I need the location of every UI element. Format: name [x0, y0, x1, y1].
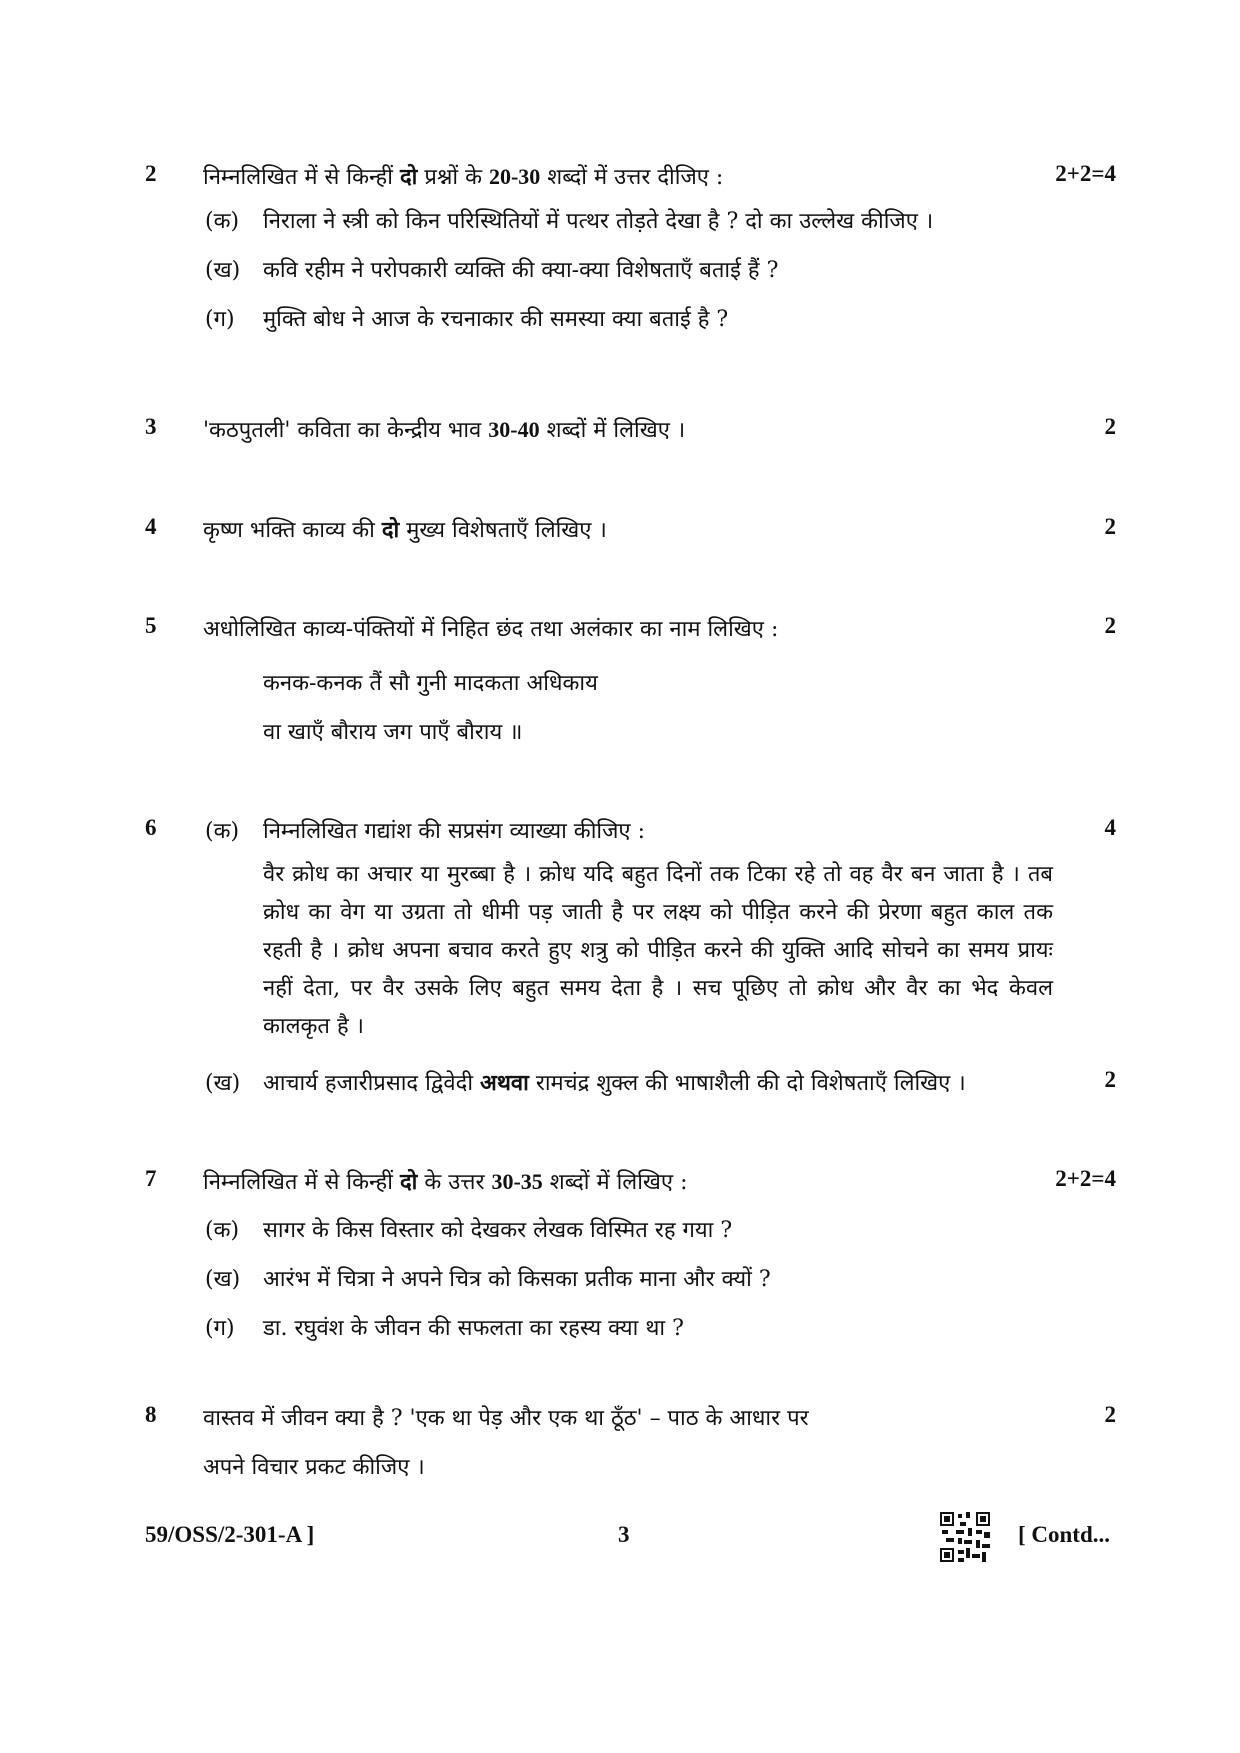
marks: 2	[1104, 1067, 1116, 1092]
word-count: 30-35	[491, 1169, 543, 1194]
marks: 2+2=4	[1055, 161, 1116, 186]
sub-question	[205, 205, 933, 235]
sub-question	[205, 1312, 684, 1342]
question-number: 8	[145, 1402, 157, 1427]
sub-text: मुक्ति बोध ने आज के रचनाकार की समस्या क्या बताई है ?	[263, 307, 729, 332]
question-text	[203, 414, 685, 444]
sub-text: सागर के किस विस्तार को देखकर लेखक विस्मित रह गया ?	[263, 1218, 733, 1243]
sub-label: (ख)	[205, 1267, 241, 1292]
sub-text: निराला ने स्त्री को किन परिस्थितियों में पत्थर तोड़ते देखा है ? दो का उल्लेख कीजिए ।	[263, 209, 934, 234]
question-number: 5	[145, 613, 157, 638]
question-text: अधोलिखित काव्य-पंक्तियों में निहित छंद तथा अलंकार का नाम लिखिए :	[203, 617, 779, 642]
question-text: अपने विचार प्रकट कीजिए ।	[203, 1455, 425, 1480]
marks: 2+2=4	[1055, 1166, 1116, 1191]
continued-label: [ Contd...	[1018, 1522, 1111, 1547]
sub-question	[205, 1263, 771, 1293]
qr-code-icon	[940, 1512, 990, 1562]
text-part: कृष्ण भक्ति काव्य की	[203, 518, 382, 543]
marks: 4	[1104, 815, 1116, 840]
word-count: 20-30	[488, 164, 541, 189]
text-bold: अथवा	[480, 1070, 529, 1096]
verse-line: वा खाएँ बौराय जग पाएँ बौराय ॥	[263, 720, 523, 745]
sub-question	[205, 254, 778, 284]
sub-label: (क)	[205, 819, 240, 844]
text-part: 'कठपुतली' कविता का केन्द्रीय भाव	[203, 418, 489, 443]
question-text	[203, 1166, 687, 1196]
text-part: प्रश्नों के	[417, 165, 489, 190]
sub-text: निम्नलिखित गद्यांश की सप्रसंग व्याख्या कीजिए :	[263, 819, 645, 844]
text-part: आचार्य हजारीप्रसाद द्विवेदी	[263, 1071, 481, 1096]
sub-question	[205, 1067, 966, 1097]
text-bold: दो	[399, 1169, 418, 1195]
question-text	[203, 514, 607, 544]
question-number: 6	[145, 815, 157, 840]
question-number: 2	[145, 161, 157, 186]
page-number: 3	[618, 1522, 630, 1547]
sub-label: (ख)	[205, 1071, 241, 1096]
text-part: शब्दों में लिखिए :	[542, 1170, 688, 1195]
text-part: निम्नलिखित में से किन्हीं	[203, 165, 400, 190]
sub-label: (ग)	[205, 1316, 235, 1341]
question-text: वास्तव में जीवन क्या है ? 'एक था पेड़ और एक था ठूँठ' – पाठ के आधार पर	[203, 1406, 809, 1431]
question-text	[203, 161, 723, 191]
prose-passage: वैर क्रोध का अचार या मुरब्बा है । क्रोध यदि बहुत दिनों तक टिका रहे तो वह वैर बन जाता है । तब क्रोध का वेग या उग्रता तो धीमी पड़ जाती है पर लक्ष्य को पीड़ित करने की प्रेरणा बहुत काल तक रहती है । क्रोध अपना बचाव करते हुए शत्रु को पीड़ित करने की युक्ति आदि सोचने का समय प्रायः नहीं देता, पर वैर उसके लिए बहुत समय देता है । सच पूछिए तो क्रोध और वैर का भेद केवल कालकृत है ।	[263, 862, 1053, 1039]
sub-text: डा. रघुवंश के जीवन की सफलता का रहस्य क्या था ?	[263, 1316, 684, 1341]
question-number: 7	[145, 1166, 157, 1191]
text-part: शब्दों में लिखिए ।	[539, 418, 686, 443]
sub-label: (क)	[205, 209, 240, 234]
text-bold: दो	[399, 164, 418, 190]
text-part: रामचंद्र शुक्ल की भाषाशैली की दो विशेषताएँ लिखिए ।	[528, 1071, 966, 1096]
sub-text: कवि रहीम ने परोपकारी व्यक्ति की क्या-क्या विशेषताएँ बताई हैं ?	[263, 258, 779, 283]
paper-code: 59/OSS/2-301-A ]	[145, 1522, 315, 1547]
text-bold: दो	[381, 517, 400, 543]
sub-question	[205, 1214, 732, 1244]
sub-label: (क)	[205, 1218, 240, 1243]
marks: 2	[1104, 1402, 1116, 1427]
verse-line: कनक-कनक तैं सौ गुनी मादकता अधिकाय	[263, 671, 598, 696]
text-part: निम्नलिखित में से किन्हीं	[203, 1170, 400, 1195]
sub-question	[205, 303, 728, 333]
sub-question	[205, 815, 645, 845]
question-number: 4	[145, 514, 157, 539]
sub-text: आरंभ में चित्रा ने अपने चित्र को किसका प्रतीक माना और क्यों ?	[263, 1267, 771, 1292]
sub-label: (ग)	[205, 307, 235, 332]
text-part: शब्दों में उत्तर दीजिए :	[540, 165, 724, 190]
text-part: मुख्य विशेषताएँ लिखिए ।	[399, 518, 607, 543]
marks: 2	[1104, 414, 1116, 439]
text-part: के उत्तर	[417, 1170, 492, 1195]
sub-label: (ख)	[205, 258, 241, 283]
marks: 2	[1104, 514, 1116, 539]
marks: 2	[1104, 613, 1116, 638]
word-count: 30-40	[488, 417, 540, 442]
question-number: 3	[145, 414, 157, 439]
